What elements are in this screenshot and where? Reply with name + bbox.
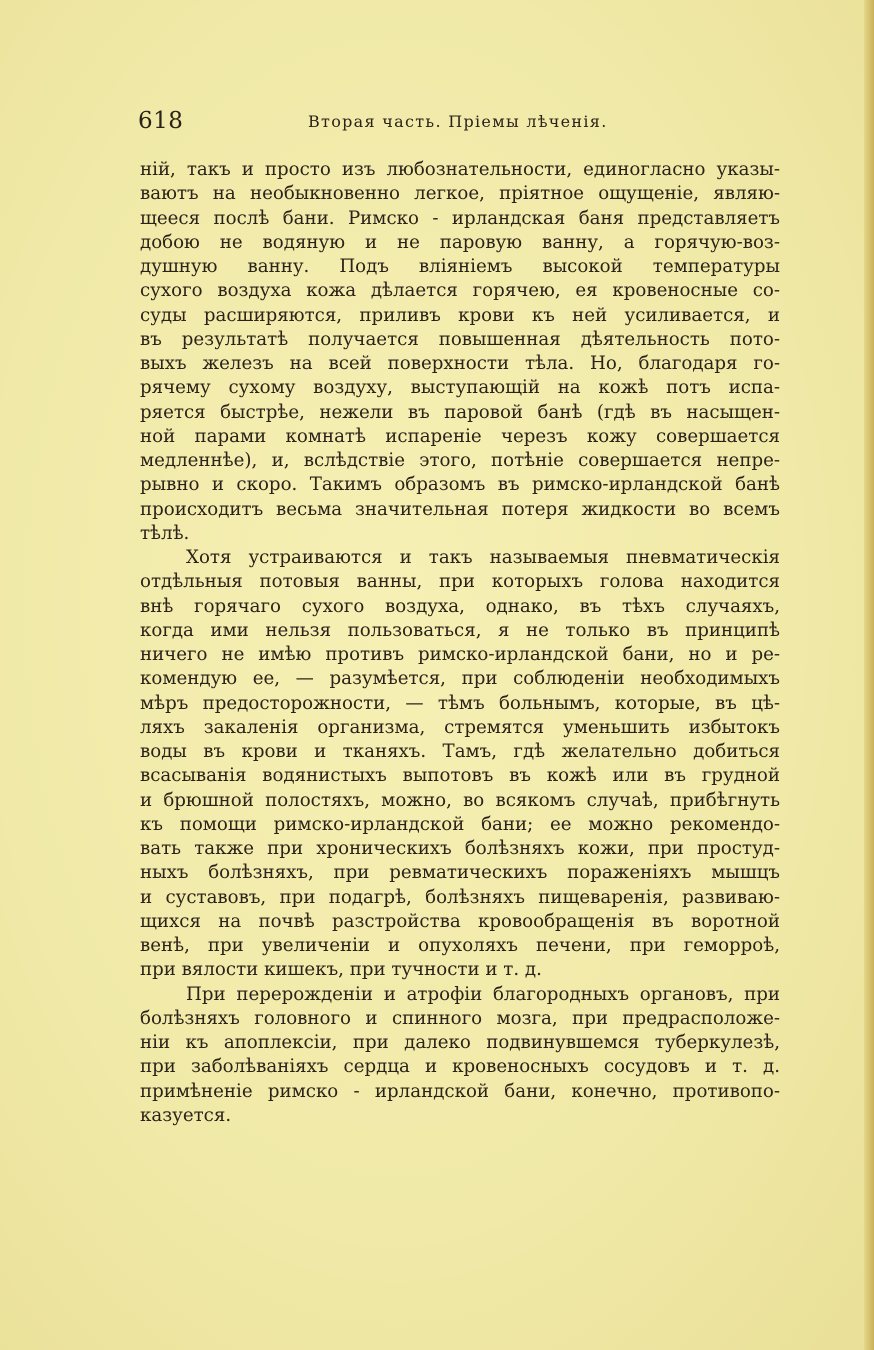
text-line: болѣзняхъ головного и спинного мозга, при предрасположе- [140,1007,780,1029]
text-line: мѣръ предосторожности, — тѣмъ больнымъ, которые, въ цѣ- [140,692,780,714]
page-header [138,108,778,142]
paragraph-1 [140,158,780,546]
text-line: щееся послѣ бани. Римско - ирландская баня представляетъ [140,207,780,229]
text-line: медленнѣе), и, вслѣдствіе этого, потѣніе совершается непре- [140,450,780,471]
text-line: комендую ее, — разумѣется, при соблюденіи необходимыхъ [140,668,780,690]
text-line: выхъ железъ на всей поверхности тѣла. Но, благодаря го- [140,353,780,374]
paragraph-2 [140,546,780,983]
text-line: ляхъ закаленія организма, стремятся уменьшить избытокъ [140,716,780,738]
text-line: ничего не имѣю противъ римско-ирландской бани, но и ре- [140,644,780,665]
text-line: воды въ крови и тканяхъ. Тамъ, гдѣ желательно добиться [140,741,780,762]
text-line: ныхъ болѣзняхъ, при ревматическихъ пораженіяхъ мышцъ [140,862,780,884]
text-line: и суставовъ, при подагрѣ, болѣзняхъ пищеваренія, развиваю- [140,886,780,908]
text-line: рывно и скоро. Такимъ образомъ въ римско-ирландской банѣ [140,474,780,496]
text-line: внѣ горячаго сухого воздуха, однако, въ тѣхъ случаяхъ, [140,595,780,617]
text-line: происходитъ весьма значительная потеря жидкости во всемъ [140,498,780,520]
text-line: ній, такъ и просто изъ любознательности, единогласно указы- [140,159,780,180]
paragraph-3 [140,983,780,1129]
text-line: всасыванія водянистыхъ выпотовъ въ кожѣ или въ грудной [140,765,780,787]
text-line: суды расширяются, приливъ крови къ ней усиливается, и [140,304,780,326]
text-line: При перерожденіи и атрофіи благородныхъ органовъ, при [186,983,780,1005]
text-line: рячему сухому воздуху, выступающій на кожѣ потъ испа- [140,377,780,399]
text-line: и брюшной полостяхъ, можно, во всякомъ случаѣ, прибѣгнуть [140,789,780,811]
text-line: казуется. [140,1104,232,1126]
text-line: при заболѣваніяхъ сердца и кровеносныхъ сосудовъ и т. д. [140,1056,780,1078]
text-line: добою не водяную и не паровую ванну, а горячую-воз- [140,231,780,253]
body-text [140,158,780,1128]
text-line: душную ванну. Подъ вліяніемъ высокой температуры [140,256,780,277]
text-line: ряется быстрѣе, нежели въ паровой банѣ (гдѣ въ насыщен- [140,401,780,423]
running-head: Вторая часть. Пріемы лѣченія. [308,112,608,131]
text-line: венѣ, при увеличеніи и опухоляхъ печени, при геморроѣ, [140,935,780,956]
text-line: ной парами комнатѣ испареніе черезъ кожу совершается [140,425,780,447]
text-line: при вялости кишекъ, при тучности и т. д. [140,959,542,981]
text-line: примѣненіе римско - ирландской бани, конечно, противопо- [140,1080,780,1102]
text-line: сухого воздуха кожа дѣлается горячею, ея кровеносные со- [140,280,780,302]
text-line: Хотя устраиваются и такъ называемыя пневматическія [186,547,780,568]
text-line: тѣлѣ. [140,522,190,544]
text-line: когда ими нельзя пользоваться, я не только въ принципѣ [140,619,780,641]
text-line: щихся на почвѣ разстройства кровообращенія въ воротной [140,910,780,932]
text-line: къ помощи римско-ирландской бани; ее можно рекомендо- [140,813,780,835]
page-edge-shadow [864,0,874,1350]
text-line: вать также при хроническихъ болѣзняхъ кожи, при простуд- [140,838,780,859]
text-line: въ результатѣ получается повышенная дѣятельность пото- [140,328,780,350]
page-number: 618 [138,108,184,134]
text-line: отдѣльныя потовыя ванны, при которыхъ голова находится [140,571,780,593]
text-line: ніи къ апоплексіи, при далеко подвинувшемся туберкулезѣ, [140,1032,780,1053]
text-line: ваютъ на необыкновенно легкое, пріятное ощущеніе, являю- [140,183,780,205]
